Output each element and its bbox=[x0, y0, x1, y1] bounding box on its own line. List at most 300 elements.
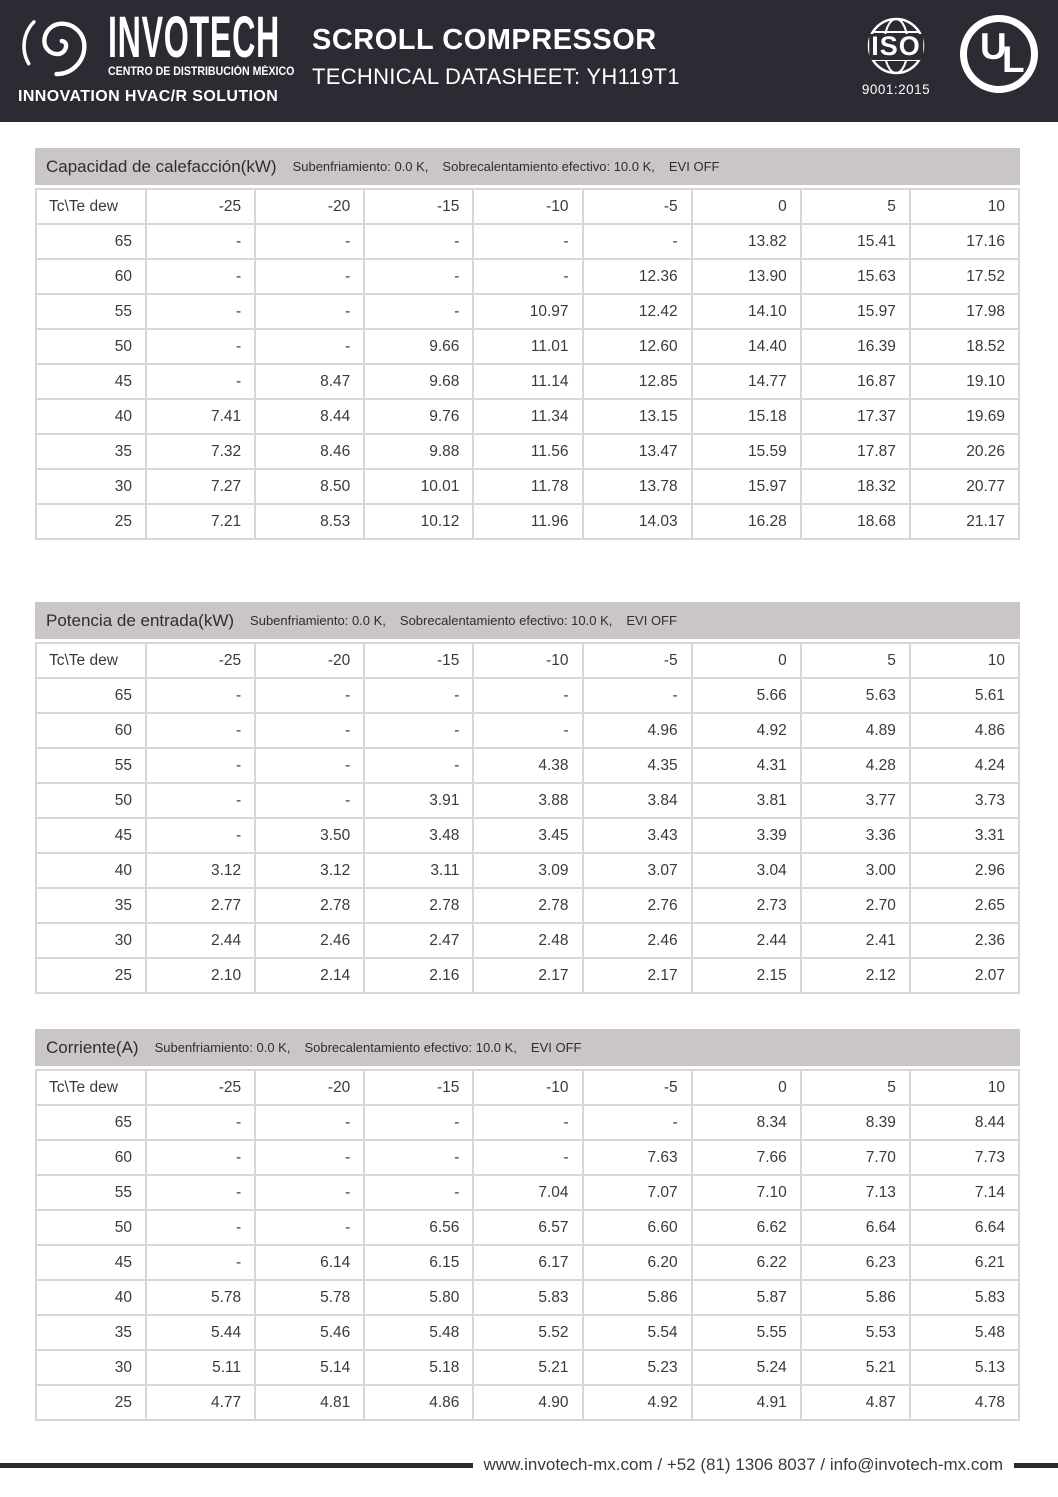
value-cell: 5.78 bbox=[146, 1280, 255, 1315]
column-header-cell: 5 bbox=[801, 189, 910, 224]
column-header-cell: 5 bbox=[801, 1070, 910, 1105]
value-cell: 6.56 bbox=[364, 1210, 473, 1245]
table-condition-superheat: Sobrecalentamiento efectivo: 10.0 K, bbox=[304, 1040, 517, 1055]
value-cell: - bbox=[364, 224, 473, 259]
value-cell: 2.96 bbox=[910, 853, 1019, 888]
value-cell: 3.12 bbox=[255, 853, 364, 888]
corner-header-cell: Tc\Te dew bbox=[36, 643, 146, 678]
table-header-row bbox=[36, 1070, 1019, 1105]
row-label-cell: 25 bbox=[36, 504, 146, 539]
value-cell: 6.64 bbox=[801, 1210, 910, 1245]
column-header-cell: 10 bbox=[910, 643, 1019, 678]
value-cell: 3.00 bbox=[801, 853, 910, 888]
table-titlebar bbox=[35, 148, 1020, 185]
value-cell: 5.78 bbox=[255, 1280, 364, 1315]
column-header-cell: -20 bbox=[255, 189, 364, 224]
value-cell: 4.87 bbox=[801, 1385, 910, 1420]
value-cell: 10.12 bbox=[364, 504, 473, 539]
row-label-cell: 40 bbox=[36, 399, 146, 434]
value-cell: - bbox=[583, 1105, 692, 1140]
value-cell: 16.87 bbox=[801, 364, 910, 399]
table-section-current bbox=[35, 1029, 1020, 1421]
value-cell: 3.45 bbox=[473, 818, 582, 853]
value-cell: - bbox=[473, 713, 582, 748]
value-cell: 7.63 bbox=[583, 1140, 692, 1175]
value-cell: 4.77 bbox=[146, 1385, 255, 1420]
value-cell: 6.62 bbox=[692, 1210, 801, 1245]
table-row bbox=[36, 853, 1019, 888]
value-cell: 5.52 bbox=[473, 1315, 582, 1350]
value-cell: 5.61 bbox=[910, 678, 1019, 713]
value-cell: - bbox=[146, 713, 255, 748]
value-cell: 20.77 bbox=[910, 469, 1019, 504]
value-cell: 6.57 bbox=[473, 1210, 582, 1245]
value-cell: 5.11 bbox=[146, 1350, 255, 1385]
row-label-cell: 55 bbox=[36, 748, 146, 783]
column-header-cell: 0 bbox=[692, 189, 801, 224]
value-cell: - bbox=[364, 1140, 473, 1175]
value-cell: 18.68 bbox=[801, 504, 910, 539]
table-row bbox=[36, 818, 1019, 853]
table-row bbox=[36, 1350, 1019, 1385]
value-cell: 9.66 bbox=[364, 329, 473, 364]
value-cell: 5.87 bbox=[692, 1280, 801, 1315]
value-cell: 4.24 bbox=[910, 748, 1019, 783]
page-title: SCROLL COMPRESSOR bbox=[312, 24, 657, 56]
value-cell: 17.87 bbox=[801, 434, 910, 469]
value-cell: 4.86 bbox=[364, 1385, 473, 1420]
value-cell: 13.82 bbox=[692, 224, 801, 259]
value-cell: 13.15 bbox=[583, 399, 692, 434]
document-titles bbox=[312, 24, 680, 90]
value-cell: - bbox=[473, 1105, 582, 1140]
value-cell: - bbox=[255, 1105, 364, 1140]
table-row bbox=[36, 713, 1019, 748]
value-cell: - bbox=[255, 294, 364, 329]
value-cell: - bbox=[255, 748, 364, 783]
column-header-cell: -15 bbox=[364, 643, 473, 678]
value-cell: 3.36 bbox=[801, 818, 910, 853]
value-cell: 14.03 bbox=[583, 504, 692, 539]
value-cell: 13.78 bbox=[583, 469, 692, 504]
row-label-cell: 35 bbox=[36, 434, 146, 469]
value-cell: - bbox=[146, 818, 255, 853]
value-cell: 14.40 bbox=[692, 329, 801, 364]
page-subtitle: TECHNICAL DATASHEET: YH119T1 bbox=[312, 64, 680, 89]
value-cell: 6.64 bbox=[910, 1210, 1019, 1245]
row-label-cell: 40 bbox=[36, 853, 146, 888]
column-header-cell: -20 bbox=[255, 643, 364, 678]
value-cell: 7.32 bbox=[146, 434, 255, 469]
value-cell: 15.97 bbox=[801, 294, 910, 329]
value-cell: 5.80 bbox=[364, 1280, 473, 1315]
table-titlebar bbox=[35, 1029, 1020, 1066]
table-condition-superheat: Sobrecalentamiento efectivo: 10.0 K, bbox=[399, 613, 613, 628]
table-header-row bbox=[36, 189, 1019, 224]
row-label-cell: 65 bbox=[36, 1105, 146, 1140]
value-cell: 8.34 bbox=[692, 1105, 801, 1140]
value-cell: 5.83 bbox=[910, 1280, 1019, 1315]
invotech-logo bbox=[14, 3, 295, 118]
table-row bbox=[36, 504, 1019, 539]
column-header-cell: -5 bbox=[583, 189, 692, 224]
value-cell: 5.18 bbox=[364, 1350, 473, 1385]
value-cell: 3.48 bbox=[364, 818, 473, 853]
value-cell: 6.22 bbox=[692, 1245, 801, 1280]
value-cell: 4.28 bbox=[801, 748, 910, 783]
value-cell: - bbox=[255, 713, 364, 748]
value-cell: 3.12 bbox=[146, 853, 255, 888]
value-cell: 2.12 bbox=[801, 958, 910, 993]
value-cell: - bbox=[473, 259, 582, 294]
row-label-cell: 50 bbox=[36, 329, 146, 364]
column-header-cell: 0 bbox=[692, 643, 801, 678]
column-header-cell: -15 bbox=[364, 189, 473, 224]
value-cell: 2.17 bbox=[583, 958, 692, 993]
table-row bbox=[36, 1245, 1019, 1280]
table-condition-subcooling: Subenfriamiento: 0.0 K, bbox=[154, 1040, 291, 1055]
value-cell: 3.81 bbox=[692, 783, 801, 818]
header-bar bbox=[0, 0, 1058, 122]
table-row bbox=[36, 469, 1019, 504]
value-cell: 2.48 bbox=[473, 923, 582, 958]
value-cell: 14.77 bbox=[692, 364, 801, 399]
value-cell: 2.46 bbox=[255, 923, 364, 958]
value-cell: 8.39 bbox=[801, 1105, 910, 1140]
value-cell: 2.44 bbox=[146, 923, 255, 958]
table-condition-subcooling: Subenfriamiento: 0.0 K, bbox=[292, 159, 429, 174]
logo-tagline: INNOVATION HVAC/R SOLUTION bbox=[18, 88, 279, 105]
value-cell: 11.34 bbox=[473, 399, 582, 434]
value-cell: 3.04 bbox=[692, 853, 801, 888]
value-cell: 11.56 bbox=[473, 434, 582, 469]
value-cell: 3.39 bbox=[692, 818, 801, 853]
value-cell: 2.47 bbox=[364, 923, 473, 958]
value-cell: 11.78 bbox=[473, 469, 582, 504]
value-cell: 17.16 bbox=[910, 224, 1019, 259]
row-label-cell: 30 bbox=[36, 923, 146, 958]
value-cell: 3.50 bbox=[255, 818, 364, 853]
heating-capacity-table bbox=[35, 188, 1020, 540]
value-cell: 8.53 bbox=[255, 504, 364, 539]
column-header-cell: 0 bbox=[692, 1070, 801, 1105]
value-cell: 7.27 bbox=[146, 469, 255, 504]
value-cell: 2.76 bbox=[583, 888, 692, 923]
value-cell: 5.54 bbox=[583, 1315, 692, 1350]
table-section-input-power bbox=[35, 602, 1020, 994]
value-cell: 9.88 bbox=[364, 434, 473, 469]
row-label-cell: 30 bbox=[36, 469, 146, 504]
table-header-row bbox=[36, 643, 1019, 678]
value-cell: - bbox=[583, 678, 692, 713]
table-row bbox=[36, 224, 1019, 259]
value-cell: 4.92 bbox=[692, 713, 801, 748]
value-cell: 3.43 bbox=[583, 818, 692, 853]
table-row bbox=[36, 748, 1019, 783]
value-cell: - bbox=[255, 1210, 364, 1245]
value-cell: - bbox=[364, 1105, 473, 1140]
table-row bbox=[36, 399, 1019, 434]
column-header-cell: -15 bbox=[364, 1070, 473, 1105]
value-cell: - bbox=[255, 783, 364, 818]
table-title: Capacidad de calefacción(kW) bbox=[46, 156, 277, 176]
iso-cert-number: 9001:2015 bbox=[861, 82, 931, 97]
value-cell: 7.10 bbox=[692, 1175, 801, 1210]
value-cell: - bbox=[255, 1175, 364, 1210]
row-label-cell: 60 bbox=[36, 713, 146, 748]
value-cell: 7.66 bbox=[692, 1140, 801, 1175]
row-label-cell: 25 bbox=[36, 1385, 146, 1420]
value-cell: - bbox=[146, 259, 255, 294]
value-cell: 5.23 bbox=[583, 1350, 692, 1385]
value-cell: 5.83 bbox=[473, 1280, 582, 1315]
value-cell: - bbox=[255, 678, 364, 713]
value-cell: - bbox=[473, 224, 582, 259]
value-cell: 2.77 bbox=[146, 888, 255, 923]
value-cell: 7.14 bbox=[910, 1175, 1019, 1210]
value-cell: 5.63 bbox=[801, 678, 910, 713]
column-header-cell: 10 bbox=[910, 189, 1019, 224]
table-row bbox=[36, 1315, 1019, 1350]
value-cell: 10.01 bbox=[364, 469, 473, 504]
corner-header-cell: Tc\Te dew bbox=[36, 1070, 146, 1105]
column-header-cell: -25 bbox=[146, 1070, 255, 1105]
value-cell: 5.86 bbox=[583, 1280, 692, 1315]
value-cell: - bbox=[146, 783, 255, 818]
column-header-cell: 10 bbox=[910, 1070, 1019, 1105]
value-cell: - bbox=[473, 678, 582, 713]
value-cell: 5.48 bbox=[910, 1315, 1019, 1350]
table-title: Corriente(A) bbox=[46, 1037, 139, 1057]
table-condition-superheat: Sobrecalentamiento efectivo: 10.0 K, bbox=[442, 159, 655, 174]
value-cell: - bbox=[364, 1175, 473, 1210]
table-condition-evi: EVI OFF bbox=[530, 1040, 582, 1055]
column-header-cell: -20 bbox=[255, 1070, 364, 1105]
value-cell: 4.81 bbox=[255, 1385, 364, 1420]
value-cell: - bbox=[146, 329, 255, 364]
value-cell: 2.65 bbox=[910, 888, 1019, 923]
tables-area bbox=[35, 148, 1020, 1421]
value-cell: 5.24 bbox=[692, 1350, 801, 1385]
table-row bbox=[36, 923, 1019, 958]
value-cell: 3.11 bbox=[364, 853, 473, 888]
row-label-cell: 35 bbox=[36, 888, 146, 923]
table-row bbox=[36, 1210, 1019, 1245]
value-cell: 11.96 bbox=[473, 504, 582, 539]
corner-header-cell: Tc\Te dew bbox=[36, 189, 146, 224]
column-header-cell: -25 bbox=[146, 189, 255, 224]
value-cell: 4.38 bbox=[473, 748, 582, 783]
row-label-cell: 50 bbox=[36, 1210, 146, 1245]
column-header-cell: -25 bbox=[146, 643, 255, 678]
row-label-cell: 55 bbox=[36, 1175, 146, 1210]
value-cell: 19.10 bbox=[910, 364, 1019, 399]
input-power-table bbox=[35, 642, 1020, 994]
value-cell: 3.91 bbox=[364, 783, 473, 818]
value-cell: 14.10 bbox=[692, 294, 801, 329]
value-cell: 6.21 bbox=[910, 1245, 1019, 1280]
footer-rule-left bbox=[0, 1463, 473, 1468]
column-header-cell: -10 bbox=[473, 643, 582, 678]
ul-letter-u: U bbox=[980, 26, 1007, 67]
value-cell: 13.47 bbox=[583, 434, 692, 469]
value-cell: 15.63 bbox=[801, 259, 910, 294]
table-row bbox=[36, 1175, 1019, 1210]
value-cell: - bbox=[583, 224, 692, 259]
row-label-cell: 60 bbox=[36, 1140, 146, 1175]
value-cell: 2.17 bbox=[473, 958, 582, 993]
value-cell: 5.14 bbox=[255, 1350, 364, 1385]
value-cell: 17.37 bbox=[801, 399, 910, 434]
value-cell: - bbox=[146, 1210, 255, 1245]
value-cell: 3.31 bbox=[910, 818, 1019, 853]
row-label-cell: 25 bbox=[36, 958, 146, 993]
table-row bbox=[36, 1280, 1019, 1315]
value-cell: 2.16 bbox=[364, 958, 473, 993]
value-cell: 21.17 bbox=[910, 504, 1019, 539]
value-cell: 3.84 bbox=[583, 783, 692, 818]
footer-bar bbox=[0, 1452, 1058, 1478]
value-cell: 2.78 bbox=[255, 888, 364, 923]
table-row bbox=[36, 1385, 1019, 1420]
value-cell: 7.41 bbox=[146, 399, 255, 434]
row-label-cell: 45 bbox=[36, 364, 146, 399]
value-cell: 17.98 bbox=[910, 294, 1019, 329]
value-cell: - bbox=[146, 1245, 255, 1280]
value-cell: - bbox=[146, 1140, 255, 1175]
value-cell: 4.89 bbox=[801, 713, 910, 748]
value-cell: 5.44 bbox=[146, 1315, 255, 1350]
value-cell: 4.96 bbox=[583, 713, 692, 748]
value-cell: 2.15 bbox=[692, 958, 801, 993]
value-cell: - bbox=[364, 713, 473, 748]
table-row bbox=[36, 1140, 1019, 1175]
value-cell: 11.14 bbox=[473, 364, 582, 399]
table-row bbox=[36, 434, 1019, 469]
value-cell: 3.77 bbox=[801, 783, 910, 818]
table-condition-evi: EVI OFF bbox=[668, 159, 720, 174]
value-cell: 8.47 bbox=[255, 364, 364, 399]
value-cell: 9.76 bbox=[364, 399, 473, 434]
value-cell: 17.52 bbox=[910, 259, 1019, 294]
table-row bbox=[36, 329, 1019, 364]
value-cell: 5.13 bbox=[910, 1350, 1019, 1385]
footer-rule-right bbox=[1014, 1463, 1058, 1468]
value-cell: 4.35 bbox=[583, 748, 692, 783]
value-cell: 2.41 bbox=[801, 923, 910, 958]
value-cell: 4.78 bbox=[910, 1385, 1019, 1420]
value-cell: 7.73 bbox=[910, 1140, 1019, 1175]
value-cell: 3.88 bbox=[473, 783, 582, 818]
table-row bbox=[36, 1105, 1019, 1140]
footer-contact-text: www.invotech-mx.com / +52 (81) 1306 8037 / info@invotech-mx.com bbox=[483, 1455, 1003, 1474]
value-cell: 15.41 bbox=[801, 224, 910, 259]
value-cell: 6.20 bbox=[583, 1245, 692, 1280]
value-cell: 2.07 bbox=[910, 958, 1019, 993]
value-cell: 20.26 bbox=[910, 434, 1019, 469]
value-cell: 18.32 bbox=[801, 469, 910, 504]
row-label-cell: 45 bbox=[36, 1245, 146, 1280]
value-cell: 2.36 bbox=[910, 923, 1019, 958]
value-cell: - bbox=[255, 1140, 364, 1175]
table-row bbox=[36, 364, 1019, 399]
value-cell: 9.68 bbox=[364, 364, 473, 399]
value-cell: 2.78 bbox=[364, 888, 473, 923]
value-cell: 16.28 bbox=[692, 504, 801, 539]
value-cell: 12.85 bbox=[583, 364, 692, 399]
value-cell: 4.91 bbox=[692, 1385, 801, 1420]
table-titlebar bbox=[35, 602, 1020, 639]
logo-name: INVOTECH bbox=[108, 3, 280, 70]
table-row bbox=[36, 294, 1019, 329]
value-cell: 7.70 bbox=[801, 1140, 910, 1175]
value-cell: 2.44 bbox=[692, 923, 801, 958]
value-cell: 5.21 bbox=[801, 1350, 910, 1385]
value-cell: 16.39 bbox=[801, 329, 910, 364]
value-cell: 7.04 bbox=[473, 1175, 582, 1210]
row-label-cell: 65 bbox=[36, 678, 146, 713]
value-cell: 13.90 bbox=[692, 259, 801, 294]
value-cell: 12.36 bbox=[583, 259, 692, 294]
value-cell: 2.73 bbox=[692, 888, 801, 923]
table-condition-subcooling: Subenfriamiento: 0.0 K, bbox=[250, 613, 386, 628]
value-cell: - bbox=[146, 748, 255, 783]
value-cell: - bbox=[364, 259, 473, 294]
value-cell: 5.46 bbox=[255, 1315, 364, 1350]
value-cell: - bbox=[146, 364, 255, 399]
value-cell: 5.66 bbox=[692, 678, 801, 713]
logo-subtitle: CENTRO DE DISTRIBUCIÓN MÉXICO bbox=[108, 66, 295, 78]
value-cell: - bbox=[146, 294, 255, 329]
table-row bbox=[36, 958, 1019, 993]
value-cell: 8.44 bbox=[910, 1105, 1019, 1140]
iso-badge bbox=[848, 14, 944, 97]
table-row bbox=[36, 888, 1019, 923]
value-cell: 4.31 bbox=[692, 748, 801, 783]
current-table bbox=[35, 1069, 1020, 1421]
column-header-cell: -5 bbox=[583, 643, 692, 678]
value-cell: 8.50 bbox=[255, 469, 364, 504]
iso-label: ISO bbox=[871, 31, 921, 61]
value-cell: 12.60 bbox=[583, 329, 692, 364]
column-header-cell: -5 bbox=[583, 1070, 692, 1105]
value-cell: 2.78 bbox=[473, 888, 582, 923]
column-header-cell: 5 bbox=[801, 643, 910, 678]
value-cell: - bbox=[146, 678, 255, 713]
column-header-cell: -10 bbox=[473, 1070, 582, 1105]
value-cell: 5.48 bbox=[364, 1315, 473, 1350]
value-cell: 8.44 bbox=[255, 399, 364, 434]
value-cell: 4.90 bbox=[473, 1385, 582, 1420]
value-cell: 4.86 bbox=[910, 713, 1019, 748]
row-label-cell: 35 bbox=[36, 1315, 146, 1350]
value-cell: 18.52 bbox=[910, 329, 1019, 364]
value-cell: 5.55 bbox=[692, 1315, 801, 1350]
value-cell: - bbox=[364, 294, 473, 329]
value-cell: 8.46 bbox=[255, 434, 364, 469]
value-cell: 7.21 bbox=[146, 504, 255, 539]
table-title: Potencia de entrada(kW) bbox=[46, 610, 235, 630]
value-cell: 19.69 bbox=[910, 399, 1019, 434]
value-cell: - bbox=[146, 1105, 255, 1140]
row-label-cell: 60 bbox=[36, 259, 146, 294]
row-label-cell: 50 bbox=[36, 783, 146, 818]
row-label-cell: 45 bbox=[36, 818, 146, 853]
value-cell: 6.14 bbox=[255, 1245, 364, 1280]
value-cell: - bbox=[255, 224, 364, 259]
value-cell: 15.18 bbox=[692, 399, 801, 434]
value-cell: - bbox=[146, 224, 255, 259]
